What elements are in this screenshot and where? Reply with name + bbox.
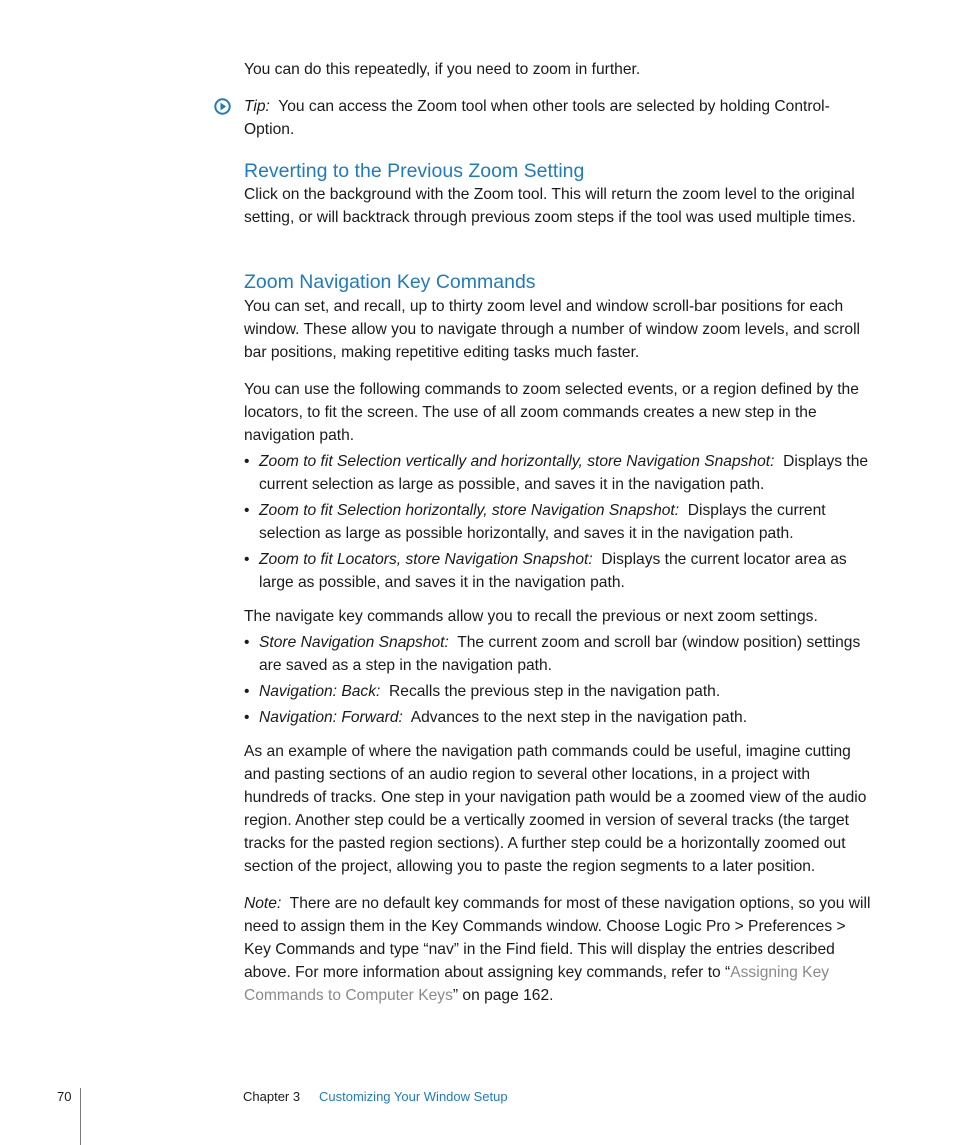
note-text: There are no default key commands for most of these navigation options, so you will need to assign them in the Key Commands window. Choose Logic Pro > Preferences > Key Commands and type “nav” in the Find field. This will display the entries described above. For more information about assigning key commands, refer to “ [244,895,871,981]
paragraph-3: The navigate key commands allow you to recall the previous or next zoom settings. [244,608,818,625]
intro-paragraph: You can do this repeatedly, if you need to zoom in further. [244,61,641,78]
list-item-term: Zoom to fit Locators, store Navigation Snapshot: [259,551,593,568]
list-item-term: Zoom to fit Selection horizontally, store Navigation Snapshot: [259,502,680,519]
bullet: • [244,634,250,651]
section-body-reverting: Click on the background with the Zoom tool. This will return the zoom level to the original setting, or will backtrack through previous zoom steps if the tool was used multiple times. [244,186,856,226]
list-item-term: Navigation: Forward: [259,709,403,726]
paragraph-1: You can set, and recall, up to thirty zoom level and window scroll-bar positions for each window. These allow you to navigate through a number of window zoom levels, and scroll bar positions, making repetitive editing tasks much faster. [244,298,861,361]
list-item-term: Zoom to fit Selection vertically and horizontally, store Navigation Snapshot: [259,453,775,470]
list-item [244,680,874,703]
play-arrow-circle-icon [214,98,231,115]
list-item [244,548,874,594]
list-item [244,499,874,545]
zoom-commands-list [244,450,874,594]
paragraph-2: You can use the following commands to zoom selected events, or a region defined by the locators, to fit the screen. The use of all zoom commands creates a new step in the navigation path. [244,381,859,444]
bullet: • [244,453,250,470]
bullet: • [244,551,250,568]
section-zoom-navigation [244,270,874,1007]
list-item-desc: The current zoom and scroll bar (window position) settings are saved as a step in the navigation path. [259,634,861,674]
note-text-after: ” on page 162. [452,987,554,1004]
note-paragraph [244,892,874,1007]
note-label: Note: [244,895,282,912]
navigation-commands-list [244,631,874,729]
list-item [244,450,874,496]
bullet: • [244,502,250,519]
footer-chapter: Chapter 3 [243,1089,301,1104]
section-heading-reverting: Reverting to the Previous Zoom Setting [244,160,585,182]
page-number: 70 [57,1089,72,1104]
list-item-desc: Displays the current selection as large as possible horizontally, and saves it in the navigation path. [259,502,826,542]
list-item-desc: Displays the current locator area as large as possible, and saves it in the navigation path. [259,551,847,591]
tip-text: You can access the Zoom tool when other tools are selected by holding Control-Option. [244,98,830,138]
list-item [244,706,874,729]
list-item-desc: Displays the current selection as large as possible, and saves it in the navigation path. [259,453,869,493]
list-item-desc: Advances to the next step in the navigation path. [410,709,748,726]
cross-reference-link[interactable]: Assigning Key Commands to Computer Keys [244,964,830,1004]
footer-chapter-title[interactable]: Customizing Your Window Setup [319,1089,508,1104]
section-heading-zoom-navigation: Zoom Navigation Key Commands [244,271,536,293]
list-item [244,631,874,677]
tip-label: Tip: [244,98,270,115]
footer-divider [80,1088,81,1145]
list-item-term: Navigation: Back: [259,683,381,700]
tip-block [244,95,874,141]
list-item-desc: Recalls the previous step in the navigation path. [389,683,721,700]
paragraph-4: As an example of where the navigation path commands could be useful, imagine cutting and pasting sections of an audio region to several other locations, in a project with hundreds of tracks. One step in your navigation path would be a zoomed view of the audio region. Another step could be a vertically zoomed in version of several tracks (the target tracks for the pasted region sections). A further step could be a horizontally zoomed out section of the project, allowing you to paste the region segments to a later position. [244,743,867,875]
bullet: • [244,683,250,700]
section-reverting [244,159,874,229]
bullet: • [244,709,250,726]
list-item-term: Store Navigation Snapshot: [259,634,449,651]
